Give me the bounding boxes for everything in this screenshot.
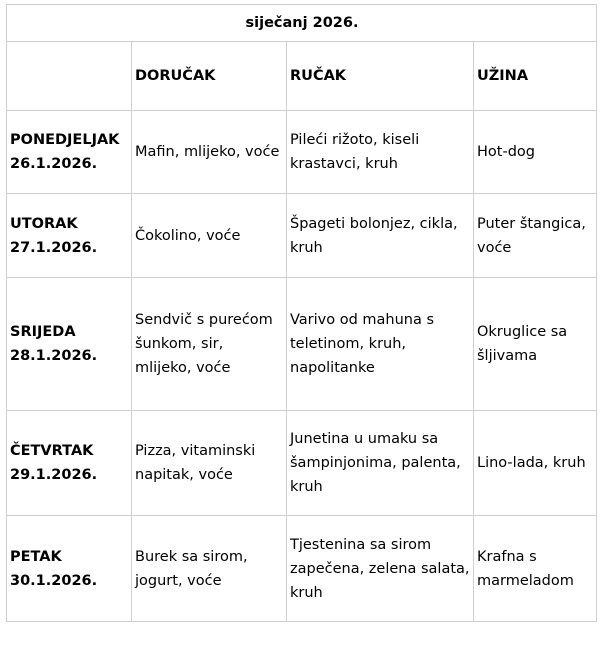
breakfast-cell: Burek sa sirom, jogurt, voće bbox=[132, 516, 287, 622]
table-row bbox=[7, 278, 597, 411]
lunch-column-header: RUČAK bbox=[287, 42, 474, 111]
table-row bbox=[7, 411, 597, 516]
breakfast-cell: Čokolino, voće bbox=[132, 194, 287, 278]
day-cell bbox=[7, 194, 132, 278]
table-row bbox=[7, 111, 597, 194]
breakfast-cell: Pizza, vitaminski napitak, voće bbox=[132, 411, 287, 516]
snack-cell: Krafna s marmeladom bbox=[474, 516, 597, 622]
header-row bbox=[7, 42, 597, 111]
snack-cell: Lino-lada, kruh bbox=[474, 411, 597, 516]
corner-cell bbox=[7, 42, 132, 111]
lunch-cell: Varivo od mahuna s teletinom, kruh, napolitanke bbox=[287, 278, 474, 411]
day-cell bbox=[7, 411, 132, 516]
menu-title: siječanj 2026. bbox=[7, 5, 597, 42]
menu-table bbox=[6, 4, 597, 622]
day-name: SRIJEDA bbox=[10, 324, 76, 340]
day-cell bbox=[7, 278, 132, 411]
snack-cell: Okruglice sa šljivama bbox=[474, 278, 597, 411]
table-row bbox=[7, 516, 597, 622]
snack-cell: Puter štangica, voće bbox=[474, 194, 597, 278]
breakfast-cell: Mafin, mlijeko, voće bbox=[132, 111, 287, 194]
day-cell bbox=[7, 516, 132, 622]
snack-column-header: UŽINA bbox=[474, 42, 597, 111]
lunch-cell: Tjestenina sa sirom zapečena, zelena salata, kruh bbox=[287, 516, 474, 622]
day-name: PETAK bbox=[10, 548, 62, 565]
day-date: 30.1.2026. bbox=[10, 572, 98, 589]
lunch-cell: Pileći rižoto, kiseli krastavci, kruh bbox=[287, 111, 474, 194]
day-date: 26.1.2026. bbox=[10, 156, 98, 172]
table-row bbox=[7, 194, 597, 278]
day-name: ČETVRTAK bbox=[10, 443, 94, 459]
lunch-cell: Špageti bolonjez, cikla, kruh bbox=[287, 194, 474, 278]
lunch-cell: Junetina u umaku sa šampinjonima, palenta, kruh bbox=[287, 411, 474, 516]
breakfast-column-header: DORUČAK bbox=[132, 42, 287, 111]
day-date: 29.1.2026. bbox=[10, 467, 98, 483]
snack-cell: Hot-dog bbox=[474, 111, 597, 194]
title-row bbox=[7, 5, 597, 42]
day-date: 28.1.2026. bbox=[10, 348, 98, 364]
day-name: PONEDJELJAK bbox=[10, 132, 120, 148]
breakfast-cell: Sendvič s purećom šunkom, sir, mlijeko, voće bbox=[132, 278, 287, 411]
day-cell bbox=[7, 111, 132, 194]
day-name: UTORAK bbox=[10, 215, 78, 232]
day-date: 27.1.2026. bbox=[10, 239, 98, 256]
